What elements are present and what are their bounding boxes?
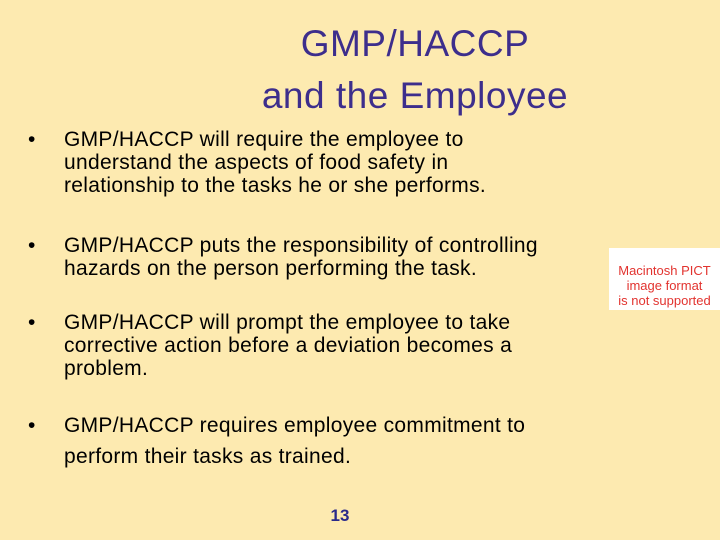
page-number: 13 bbox=[330, 506, 350, 525]
bullet-item bbox=[28, 128, 668, 197]
bullet-text-line: GMP/HACCP puts the responsibility of controlling bbox=[64, 234, 538, 257]
bullet-item bbox=[28, 311, 668, 380]
bullet-icon: • bbox=[28, 234, 36, 257]
bullet-item bbox=[28, 410, 668, 472]
bullet-text-line: hazards on the person performing the task. bbox=[64, 257, 477, 280]
bullet-text-line: understand the aspects of food safety in bbox=[64, 151, 449, 174]
bullet-icon: • bbox=[28, 414, 36, 437]
bullet-icon: • bbox=[28, 311, 36, 334]
slide-title-line-2: and the Employee bbox=[261, 75, 569, 116]
unsupported-image-placeholder bbox=[609, 248, 720, 310]
placeholder-text-line: is not supported bbox=[618, 293, 711, 308]
placeholder-text-line: image format bbox=[626, 278, 703, 293]
slide-title bbox=[200, 18, 630, 122]
bullet-item bbox=[28, 234, 668, 280]
placeholder-text-line: Macintosh PICT bbox=[618, 263, 711, 278]
bullet-icon: • bbox=[28, 128, 36, 151]
bullet-text-line: GMP/HACCP will require the employee to bbox=[64, 128, 464, 151]
bullet-text-line: relationship to the tasks he or she performs. bbox=[64, 174, 487, 197]
bullet-text-line: problem. bbox=[64, 357, 149, 380]
bullet-text-line: GMP/HACCP will prompt the employee to take bbox=[64, 311, 511, 334]
bullet-text-line: corrective action before a deviation becomes a bbox=[64, 334, 513, 357]
bullet-text-line: GMP/HACCP requires employee commitment to bbox=[64, 414, 526, 437]
slide-title-line-1: GMP/HACCP bbox=[300, 23, 530, 64]
bullet-text-line: perform their tasks as trained. bbox=[64, 445, 352, 468]
